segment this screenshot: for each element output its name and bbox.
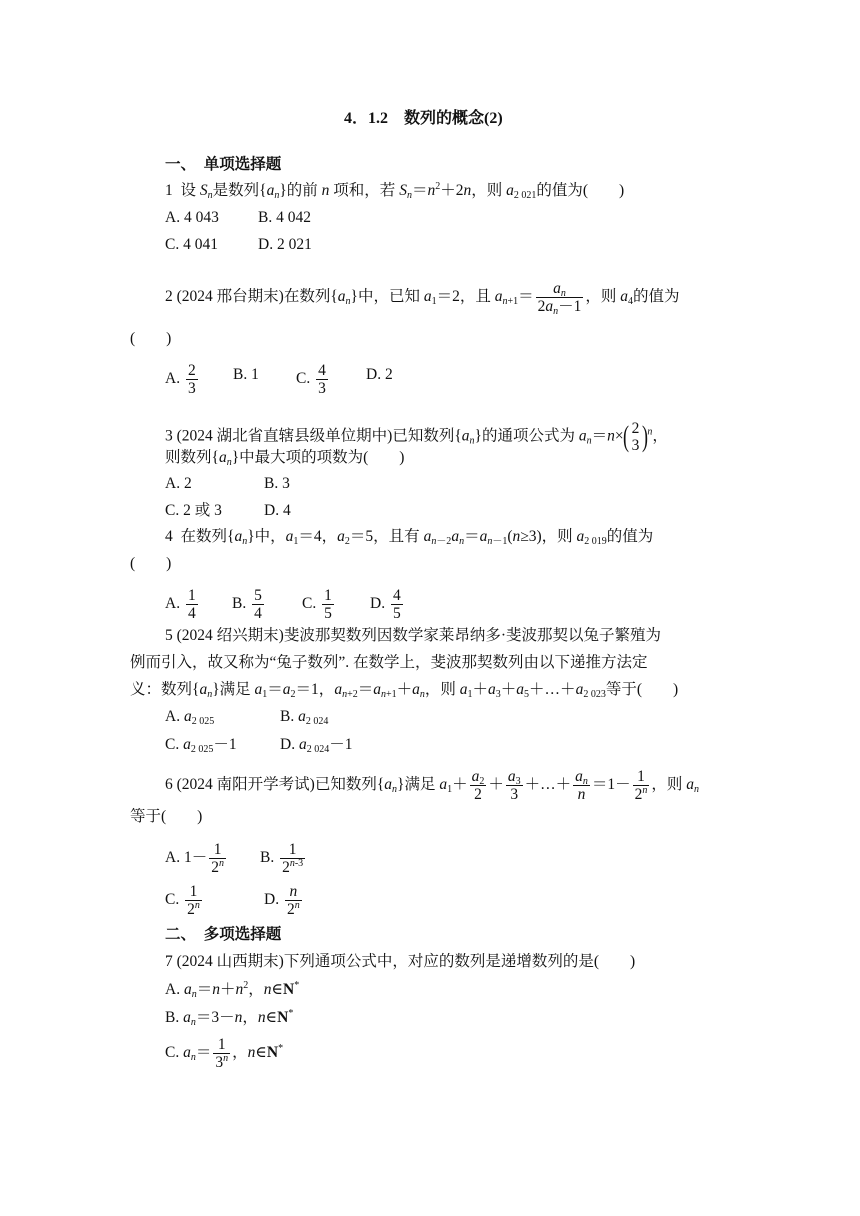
question-2-option-a[interactable]: A. $\frac{2}{3}$ bbox=[165, 362, 196, 397]
question-3-option-a[interactable]: A. 2 bbox=[165, 475, 192, 492]
question-5-stem-line3: 义：数列$\{a_n\}$满足 $a_1=a_2=1$，$a_{n+2}=a_{n+1}+a_n$，则 $a_1+a_3+a_5+\dots+a_{2 023}$等于( ) bbox=[130, 681, 679, 700]
question-7-option-a[interactable]: A. $a_n=n+n^2$，n∈N* bbox=[165, 980, 300, 1000]
question-6-option-b[interactable]: B. $\frac{1}{2^{n-3}}$ bbox=[260, 841, 304, 876]
question-6-option-d[interactable]: D. $\frac{n}{2^n}$ bbox=[264, 883, 300, 918]
question-4-option-b[interactable]: B. $\frac{5}{4}$ bbox=[232, 587, 262, 622]
question-7-stem: 7 (2024 山西期末)下列通项公式中，对应的数列是递增数列的是( ) bbox=[165, 953, 636, 970]
question-4-option-c[interactable]: C. $\frac{1}{5}$ bbox=[302, 587, 332, 622]
question-6-option-c[interactable]: C. $\frac{1}{2^n}$ bbox=[165, 883, 200, 918]
question-7-option-b[interactable]: B. $a_n=3-n$，n∈N* bbox=[165, 1008, 294, 1028]
question-1-option-c[interactable]: C. 4 041 bbox=[165, 236, 218, 253]
question-1-option-a[interactable]: A. 4 043 bbox=[165, 209, 219, 226]
question-2-paren: ( ) bbox=[130, 330, 172, 347]
question-5-stem-line1: 5 (2024 绍兴期末)斐波那契数列因数学家莱昂纳多·斐波那契以兔子繁殖为 bbox=[165, 627, 661, 644]
question-2-option-b[interactable]: B. 1 bbox=[233, 366, 259, 383]
question-5-option-d[interactable]: D. $a_{2 024}-1$ bbox=[280, 736, 353, 755]
question-2-option-d[interactable]: D. 2 bbox=[366, 366, 393, 383]
question-4-paren: ( ) bbox=[130, 555, 172, 572]
question-5-option-c[interactable]: C. $a_{2 025}-1$ bbox=[165, 736, 237, 755]
question-5-option-a[interactable]: A. $a_{2 025}$ bbox=[165, 708, 215, 727]
question-3-option-c[interactable]: C. 2 或 3 bbox=[165, 502, 222, 519]
question-2-option-c[interactable]: C. $\frac{4}{3}$ bbox=[296, 362, 326, 397]
question-3-stem-line1: 3 (2024 湖北省直辖县级单位期中)已知数列$\{a_n\}$的通项公式为 $a_n=n\times$( 2 3 )$^n$， bbox=[165, 420, 668, 454]
question-4-stem: 4 在数列$\{a_n\}$中，$a_1=4$，$a_2=5$，且有 $a_{n-2}a_n=a_{n-1}(n\ge 3)$，则 $a_{2 019}$的值为 bbox=[165, 528, 654, 547]
section-heading-multiple-choice: 二、 多项选择题 bbox=[165, 926, 282, 943]
question-5-stem-line2: 例而引入，故又称为“兔子数列”. 在数学上，斐波那契数列由以下递推方法定 bbox=[130, 654, 648, 671]
question-5-option-b[interactable]: B. $a_{2 024}$ bbox=[280, 708, 329, 727]
question-6-stem-line2: 等于( ) bbox=[130, 808, 203, 825]
question-2-stem: 2 (2024 邢台期末)在数列$\{a_n\}$中，已知 $a_1=2$，且 $a_{n+1}=$ $\frac{a_n}{2a_n-1}$ ，则 $a_4$的值为 bbox=[165, 280, 680, 317]
page-title: 4．1.2 数列的概念(2) bbox=[344, 110, 503, 127]
question-3-option-b[interactable]: B. 3 bbox=[264, 475, 290, 492]
section-heading-single-choice: 一、 单项选择题 bbox=[165, 156, 282, 173]
question-7-option-c[interactable]: C. $a_n=$ $\frac{1}{3^n}$ ，n∈N* bbox=[165, 1036, 284, 1071]
question-3-stem-line2: 则数列$\{a_n\}$中最大项的项数为( ) bbox=[165, 449, 405, 468]
question-1-option-b[interactable]: B. 4 042 bbox=[258, 209, 311, 226]
question-1-option-d[interactable]: D. 2 021 bbox=[258, 236, 312, 253]
question-6-stem-line1: 6 (2024 南阳开学考试)已知数列$\{a_n\}$满足 $a_1+$ $\frac{a_2}{2}$ ＋ $\frac{a_3}{3}$ ＋…＋ $\frac{a_n}{n}$ ＝1－ $\frac{1}{2^n}$ ，则 $a_n$ bbox=[165, 768, 700, 803]
question-4-option-a[interactable]: A. $\frac{1}{4}$ bbox=[165, 587, 196, 622]
fraction: $\frac{a_n}{2a_n-1}$ bbox=[537, 280, 582, 317]
question-1-stem: 1 设 $S_n$是数列$\{a_n\}$的前 n 项和，若 $S_n=n^2+2n$，则 $a_{2 021}$的值为( ) bbox=[165, 181, 625, 201]
question-3-option-d[interactable]: D. 4 bbox=[264, 502, 291, 519]
question-4-option-d[interactable]: D. $\frac{4}{5}$ bbox=[370, 587, 401, 622]
question-6-option-a[interactable]: A. 1－ $\frac{1}{2^n}$ bbox=[165, 841, 224, 876]
